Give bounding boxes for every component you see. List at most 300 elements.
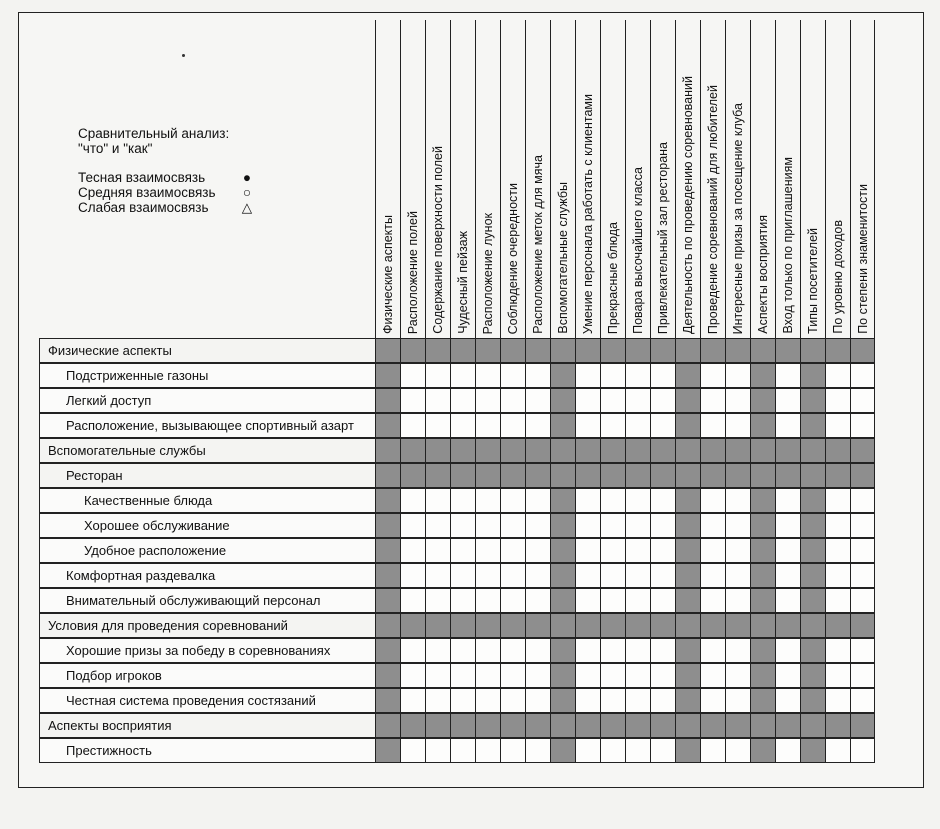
matrix-cell [575, 513, 600, 538]
matrix-cell [750, 438, 775, 463]
matrix-cell [800, 338, 825, 363]
matrix-cell [725, 513, 750, 538]
matrix-cell [775, 513, 800, 538]
matrix-row [39, 688, 880, 713]
matrix-cell [500, 338, 525, 363]
row-label: Вспомогательные службы [39, 438, 375, 463]
matrix-cell [825, 688, 850, 713]
matrix-cell [475, 463, 500, 488]
column-label: Проведение соревнований для любителей [706, 84, 720, 334]
matrix-cell [525, 463, 550, 488]
matrix-cell [525, 588, 550, 613]
matrix-cell [575, 688, 600, 713]
matrix-cell [800, 438, 825, 463]
matrix-cell [475, 688, 500, 713]
matrix-cell [400, 463, 425, 488]
matrix-cell [450, 588, 475, 613]
row-label: Подстриженные газоны [39, 363, 375, 388]
matrix-cell [475, 363, 500, 388]
matrix-cell [525, 488, 550, 513]
matrix-cell [700, 638, 725, 663]
row-label: Честная система проведения состязаний [39, 688, 375, 713]
column-header [500, 20, 525, 338]
matrix-cell [450, 563, 475, 588]
legend-medium-label: Средняя взаимосвязь [78, 185, 216, 200]
matrix-cell [675, 513, 700, 538]
matrix-cell [400, 663, 425, 688]
matrix-cell [500, 738, 525, 763]
matrix-cell [800, 463, 825, 488]
matrix-cell [800, 638, 825, 663]
matrix-cell [600, 388, 625, 413]
matrix-cell [600, 438, 625, 463]
matrix-cell [500, 613, 525, 638]
matrix-cell [825, 338, 850, 363]
matrix-cell [850, 413, 875, 438]
matrix-cell [700, 563, 725, 588]
matrix-cell [825, 463, 850, 488]
matrix-row [39, 613, 880, 638]
matrix-row [39, 463, 880, 488]
matrix-cell [400, 388, 425, 413]
matrix-cell [675, 413, 700, 438]
matrix-cell [425, 363, 450, 388]
column-label: Аспекты восприятия [756, 215, 770, 334]
matrix-cell [650, 638, 675, 663]
matrix-cell [450, 413, 475, 438]
matrix-cell [775, 613, 800, 638]
matrix-cell [675, 488, 700, 513]
matrix-cell [650, 713, 675, 738]
matrix-cell [500, 513, 525, 538]
matrix-cell [600, 638, 625, 663]
column-header [725, 20, 750, 338]
matrix-cell [625, 563, 650, 588]
matrix-cell [800, 538, 825, 563]
matrix-cell [675, 588, 700, 613]
column-label: Типы посетителей [806, 228, 820, 334]
matrix-row [39, 488, 880, 513]
matrix-cell [450, 638, 475, 663]
matrix-cell [400, 538, 425, 563]
matrix-cell [650, 388, 675, 413]
triangle-icon: △ [241, 200, 253, 215]
matrix-cell [400, 688, 425, 713]
matrix-cell [525, 363, 550, 388]
column-label: Содержание поверхности полей [431, 146, 445, 334]
row-label: Физические аспекты [39, 338, 375, 363]
matrix-cell [800, 713, 825, 738]
matrix-cell [800, 388, 825, 413]
matrix-cell [400, 588, 425, 613]
column-label: Прекрасные блюда [606, 221, 620, 334]
matrix-cell [500, 713, 525, 738]
matrix-cell [450, 388, 475, 413]
matrix-cell [475, 513, 500, 538]
matrix-cell [475, 413, 500, 438]
matrix-cell [525, 413, 550, 438]
matrix-cell [475, 738, 500, 763]
matrix-cell [725, 713, 750, 738]
matrix-cell [825, 363, 850, 388]
matrix-row [39, 338, 880, 363]
column-header [825, 20, 850, 338]
filled-circle-icon: ● [242, 170, 252, 185]
matrix-cell [475, 713, 500, 738]
matrix-cell [500, 463, 525, 488]
column-label: По уровню доходов [831, 220, 845, 334]
matrix-cell [450, 613, 475, 638]
legend-weak-label: Слабая взаимосвязь [78, 200, 209, 215]
matrix-cell [750, 388, 775, 413]
matrix-cell [625, 388, 650, 413]
matrix-cell [675, 738, 700, 763]
matrix-cell [675, 338, 700, 363]
column-header [625, 20, 650, 338]
matrix-cell [650, 338, 675, 363]
matrix-cell [550, 338, 575, 363]
matrix-cell [775, 488, 800, 513]
column-header [775, 20, 800, 338]
matrix-row [39, 588, 880, 613]
matrix-cell [375, 363, 400, 388]
matrix-cell [450, 713, 475, 738]
matrix-cell [850, 663, 875, 688]
column-label: Чудесный пейзаж [456, 231, 470, 334]
matrix-cell [400, 338, 425, 363]
matrix-cell [375, 713, 400, 738]
matrix-cell [625, 488, 650, 513]
matrix-cell [625, 588, 650, 613]
matrix-cell [800, 588, 825, 613]
matrix-cell [450, 338, 475, 363]
matrix-cell [775, 363, 800, 388]
matrix-cell [500, 488, 525, 513]
row-label: Условия для проведения соревнований [39, 613, 375, 638]
matrix-cell [425, 738, 450, 763]
matrix-cell [400, 438, 425, 463]
matrix-cell [450, 688, 475, 713]
row-label: Комфортная раздевалка [39, 563, 375, 588]
matrix-cell [850, 363, 875, 388]
matrix-cell [775, 638, 800, 663]
row-label: Внимательный обслуживающий персонал [39, 588, 375, 613]
matrix-cell [400, 738, 425, 763]
matrix-cell [650, 513, 675, 538]
matrix-cell [525, 388, 550, 413]
matrix-cell [650, 588, 675, 613]
matrix-cell [600, 688, 625, 713]
row-label: Хорошее обслуживание [39, 513, 375, 538]
column-header [800, 20, 825, 338]
row-label: Легкий доступ [39, 388, 375, 413]
matrix-cell [825, 713, 850, 738]
matrix-cell [800, 488, 825, 513]
matrix-cell [750, 538, 775, 563]
column-header [525, 20, 550, 338]
matrix-cell [725, 363, 750, 388]
matrix-cell [575, 438, 600, 463]
column-header [650, 20, 675, 338]
matrix-cell [575, 563, 600, 588]
matrix-cell [475, 563, 500, 588]
matrix-cell [800, 513, 825, 538]
matrix-cell [850, 613, 875, 638]
matrix-cell [700, 338, 725, 363]
matrix-cell [425, 438, 450, 463]
matrix-cell [525, 688, 550, 713]
matrix-cell [625, 613, 650, 638]
matrix-cell [475, 388, 500, 413]
matrix-cell [500, 438, 525, 463]
matrix-cell [525, 663, 550, 688]
matrix-cell [475, 488, 500, 513]
matrix-cell [675, 688, 700, 713]
matrix-cell [700, 513, 725, 538]
matrix-cell [725, 638, 750, 663]
matrix-cell [525, 338, 550, 363]
matrix-cell [425, 588, 450, 613]
matrix-cell [675, 538, 700, 563]
matrix-cell [825, 538, 850, 563]
matrix-cell [500, 363, 525, 388]
matrix-cell [525, 513, 550, 538]
matrix-cell [825, 638, 850, 663]
matrix-cell [700, 688, 725, 713]
matrix-cell [675, 613, 700, 638]
matrix-cell [400, 563, 425, 588]
matrix-cell [725, 613, 750, 638]
matrix-cell [650, 363, 675, 388]
matrix-row [39, 363, 880, 388]
matrix-cell [525, 713, 550, 738]
matrix-cell [750, 713, 775, 738]
column-label: Соблюдение очередности [506, 182, 520, 334]
matrix-cell [450, 663, 475, 688]
matrix-cell [725, 438, 750, 463]
matrix-cell [550, 613, 575, 638]
matrix-cell [575, 463, 600, 488]
column-label: Расположение полей [406, 210, 420, 334]
matrix-cell [375, 463, 400, 488]
matrix-cell [550, 488, 575, 513]
matrix-cell [525, 638, 550, 663]
matrix-cell [825, 513, 850, 538]
matrix-cell [425, 663, 450, 688]
matrix-cell [575, 363, 600, 388]
matrix-cell [400, 513, 425, 538]
matrix-cell [800, 663, 825, 688]
matrix-cell [650, 438, 675, 463]
matrix-cell [825, 738, 850, 763]
matrix-cell [400, 363, 425, 388]
column-label: По степени знаменитости [856, 184, 870, 334]
matrix-cell [425, 513, 450, 538]
matrix-row [39, 438, 880, 463]
matrix-cell [775, 563, 800, 588]
matrix-cell [375, 663, 400, 688]
matrix-cell [475, 588, 500, 613]
matrix-cell [625, 688, 650, 713]
matrix-cell [850, 463, 875, 488]
matrix-cell [800, 413, 825, 438]
matrix-cell [600, 663, 625, 688]
matrix-cell [700, 388, 725, 413]
matrix-cell [725, 463, 750, 488]
matrix-cell [400, 638, 425, 663]
matrix-cell [375, 438, 400, 463]
column-header [700, 20, 725, 338]
matrix-cell [550, 713, 575, 738]
matrix-row [39, 538, 880, 563]
matrix-cell [425, 638, 450, 663]
matrix-cell [625, 538, 650, 563]
matrix-cell [625, 663, 650, 688]
matrix-cell [425, 413, 450, 438]
matrix-cell [475, 538, 500, 563]
matrix-cell [525, 563, 550, 588]
matrix-cell [725, 538, 750, 563]
column-header [400, 20, 425, 338]
matrix-cell [750, 613, 775, 638]
matrix-cell [450, 488, 475, 513]
matrix-cell [775, 463, 800, 488]
matrix-cell [725, 738, 750, 763]
matrix-cell [675, 388, 700, 413]
matrix-cell [850, 688, 875, 713]
matrix-cell [675, 463, 700, 488]
matrix-cell [650, 663, 675, 688]
matrix-cell [650, 538, 675, 563]
matrix-cell [775, 538, 800, 563]
matrix-row [39, 513, 880, 538]
matrix-cell [700, 738, 725, 763]
matrix-cell [500, 588, 525, 613]
column-header [550, 20, 575, 338]
matrix-cell [750, 738, 775, 763]
row-label: Хорошие призы за победу в соревнованиях [39, 638, 375, 663]
matrix-cell [700, 663, 725, 688]
column-label: Вход только по приглашениям [781, 157, 795, 334]
matrix-cell [625, 513, 650, 538]
matrix-cell [775, 688, 800, 713]
matrix-cell [600, 538, 625, 563]
matrix-cell [825, 388, 850, 413]
matrix-cell [850, 538, 875, 563]
row-label: Качественные блюда [39, 488, 375, 513]
matrix-cell [500, 688, 525, 713]
matrix-row [39, 563, 880, 588]
row-label: Аспекты восприятия [39, 713, 375, 738]
matrix-cell [400, 613, 425, 638]
matrix-cell [550, 538, 575, 563]
matrix-cell [450, 438, 475, 463]
matrix-cell [625, 413, 650, 438]
matrix-cell [650, 413, 675, 438]
matrix-row [39, 638, 880, 663]
matrix-cell [575, 413, 600, 438]
matrix-cell [550, 563, 575, 588]
matrix-cell [550, 413, 575, 438]
matrix-cell [750, 363, 775, 388]
matrix-cell [800, 738, 825, 763]
matrix-cell [800, 563, 825, 588]
matrix-cell [600, 738, 625, 763]
matrix-row [39, 713, 880, 738]
matrix-cell [500, 538, 525, 563]
matrix-row [39, 388, 880, 413]
matrix-cell [500, 638, 525, 663]
matrix-cell [825, 663, 850, 688]
matrix-cell [775, 738, 800, 763]
row-label: Престижность [39, 738, 375, 763]
column-label: Деятельность по проведению соревнований [681, 75, 695, 334]
matrix-cell [575, 713, 600, 738]
matrix-cell [750, 488, 775, 513]
matrix-cell [525, 613, 550, 638]
matrix-cell [550, 588, 575, 613]
matrix-row [39, 663, 880, 688]
matrix-cell [600, 363, 625, 388]
matrix-cell [625, 463, 650, 488]
matrix-cell [775, 413, 800, 438]
matrix-cell [600, 413, 625, 438]
matrix-cell [375, 613, 400, 638]
matrix-cell [575, 338, 600, 363]
matrix-cell [850, 638, 875, 663]
matrix-cell [825, 413, 850, 438]
matrix-cell [750, 513, 775, 538]
matrix-cell [750, 563, 775, 588]
matrix-cell [450, 538, 475, 563]
matrix-cell [575, 663, 600, 688]
matrix-cell [700, 413, 725, 438]
column-header [675, 20, 700, 338]
matrix-cell [375, 538, 400, 563]
matrix-cell [600, 338, 625, 363]
column-header [850, 20, 875, 338]
matrix-cell [425, 688, 450, 713]
legend-title-line1: Сравнительный анализ: [78, 126, 230, 141]
matrix-cell [375, 513, 400, 538]
matrix-cell [600, 613, 625, 638]
matrix-cell [425, 613, 450, 638]
matrix-cell [675, 638, 700, 663]
matrix-cell [400, 413, 425, 438]
matrix-row [39, 413, 880, 438]
column-header [600, 20, 625, 338]
matrix-cell [750, 413, 775, 438]
matrix-cell [700, 588, 725, 613]
matrix-cell [375, 688, 400, 713]
matrix-cell [775, 588, 800, 613]
matrix-cell [850, 738, 875, 763]
matrix-cell [625, 638, 650, 663]
matrix-cell [850, 713, 875, 738]
column-label: Повара высочайшего класса [631, 167, 645, 334]
matrix-cell [750, 688, 775, 713]
matrix-cell [425, 338, 450, 363]
matrix-cell [575, 613, 600, 638]
matrix-cell [625, 338, 650, 363]
matrix-cell [575, 588, 600, 613]
matrix-cell [750, 638, 775, 663]
matrix-cell [825, 488, 850, 513]
column-header [575, 20, 600, 338]
matrix-cell [450, 463, 475, 488]
matrix-cell [500, 388, 525, 413]
legend-strong-label: Тесная взаимосвязь [78, 170, 206, 185]
